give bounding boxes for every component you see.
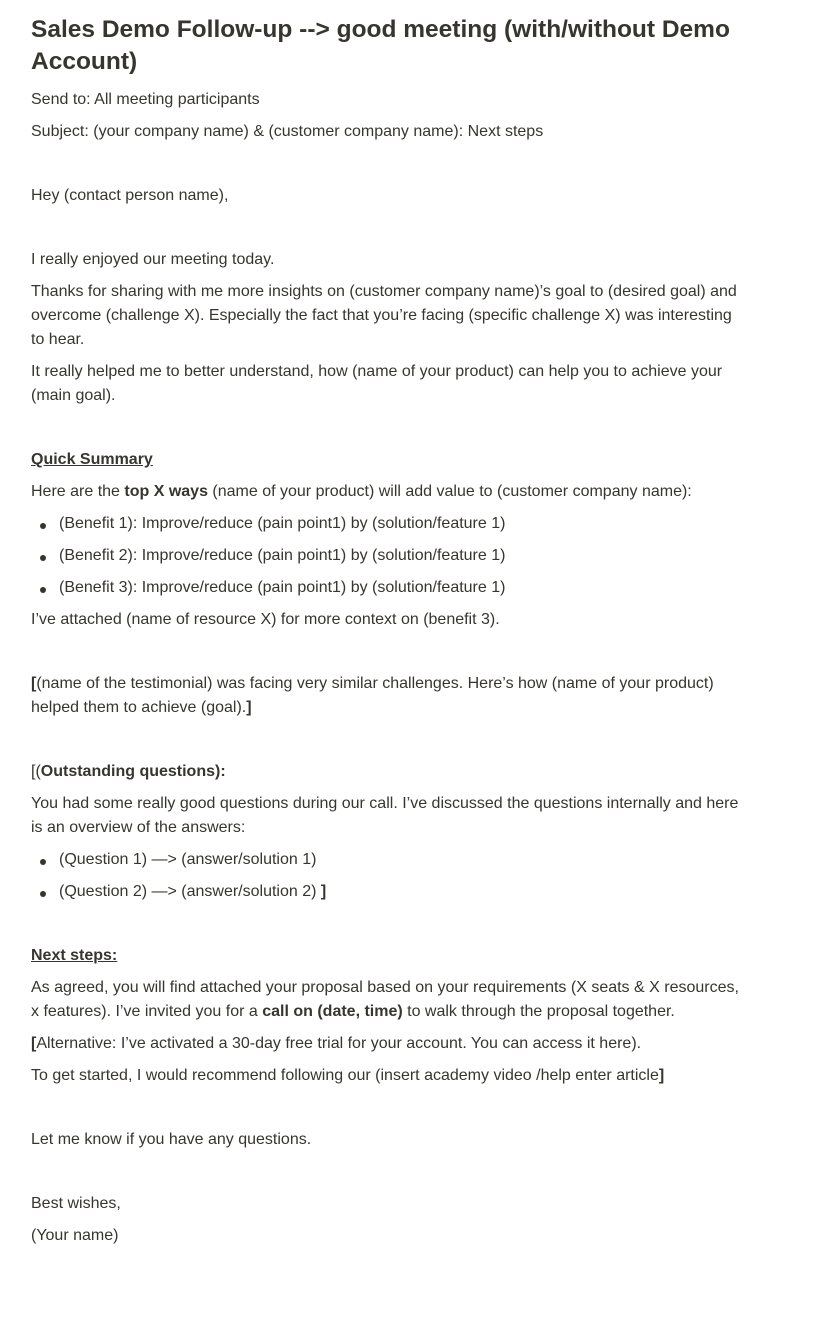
attachment-note: I’ve attached (name of resource X) for more context on (benefit 3).	[31, 611, 500, 628]
bullet-icon	[40, 859, 46, 865]
empty-line	[31, 412, 741, 444]
list-item	[31, 508, 741, 540]
next-steps-p1-after: to walk through the proposal together.	[402, 1003, 675, 1020]
bullet-icon	[40, 891, 46, 897]
testimonial-close-bracket: ]	[246, 699, 252, 716]
list-item	[31, 540, 741, 572]
benefit-text: (Benefit 1): Improve/reduce (pain point1) by (solution/feature 1)	[59, 515, 506, 532]
empty-line	[31, 636, 741, 668]
questions-list	[31, 844, 741, 908]
summary-lead-after: (name of your product) will add value to (customer company name):	[207, 483, 692, 500]
question-text: (Question 1) —> (answer/solution 1)	[59, 851, 317, 868]
closing-questions: Let me know if you have any questions.	[31, 1131, 312, 1148]
bullet-icon	[40, 587, 46, 593]
next-steps-close-bracket: ]	[658, 1067, 665, 1084]
next-steps-heading-block	[31, 940, 741, 972]
alternative-open-bracket: [	[31, 1035, 37, 1052]
intro-paragraph-3: It really helped me to better understand, how (name of your product) can help you to achieve your (main goal).	[31, 363, 723, 404]
next-steps-paragraph-1	[31, 972, 741, 1028]
bullet-icon	[40, 523, 46, 529]
empty-line	[31, 724, 741, 756]
summary-heading-block	[31, 444, 741, 476]
questions-intro: You had some really good questions during our call. I’ve discussed the questions internally and here is an overview of the answers:	[31, 795, 739, 836]
empty-line	[31, 1156, 741, 1188]
testimonial-open-bracket: [	[31, 675, 37, 692]
send-to-line: Send to: All meeting participants	[31, 91, 260, 108]
summary-lead-before: Here are the	[31, 483, 125, 500]
intro-paragraph-2: Thanks for sharing with me more insights on (customer company name)’s goal to (desired goal) and overcome (challenge X). Especially the fact that you’re facing (specific challenge X) was interesting to hear.	[31, 283, 737, 348]
benefit-text: (Benefit 2): Improve/reduce (pain point1) by (solution/feature 1)	[59, 547, 506, 564]
next-steps-heading: Next steps:	[31, 947, 118, 964]
questions-close-bracket: ]	[320, 883, 327, 900]
intro-paragraph-1: I really enjoyed our meeting today.	[31, 251, 275, 268]
list-item	[31, 844, 741, 876]
page-title: Sales Demo Follow-up --> good meeting (with/without Demo Account)	[31, 16, 730, 75]
greeting: Hey (contact person name),	[31, 187, 229, 204]
benefits-list	[31, 508, 741, 604]
benefit-text: (Benefit 3): Improve/reduce (pain point1) by (solution/feature 1)	[59, 579, 506, 596]
summary-heading: Quick Summary	[31, 451, 153, 468]
empty-line	[31, 1092, 741, 1124]
question-text: (Question 2) —> (answer/solution 2)	[59, 883, 321, 900]
alternative-text: Alternative: I’ve activated a 30-day free trial for your account. You can access it here).	[36, 1035, 642, 1052]
next-steps-p3-text: To get started, I would recommend following our (insert academy video /help enter article	[31, 1067, 659, 1084]
questions-heading: Outstanding questions):	[40, 763, 226, 780]
sender-name: (Your name)	[31, 1227, 119, 1244]
summary-lead	[31, 476, 741, 508]
questions-prefix: [(	[31, 763, 41, 780]
next-steps-alternative	[31, 1028, 741, 1060]
bullet-icon	[40, 555, 46, 561]
next-steps-p1-bold: call on (date, time)	[262, 1003, 403, 1020]
empty-line	[31, 148, 741, 180]
summary-lead-bold: top X ways	[124, 483, 208, 500]
subject-line: Subject: (your company name) & (customer company name): Next steps	[31, 123, 544, 140]
empty-line	[31, 908, 741, 940]
list-item	[31, 572, 741, 604]
testimonial-text: (name of the testimonial) was facing very similar challenges. Here’s how (name of your product) helped them to achieve (goal).	[31, 675, 714, 716]
signoff: Best wishes,	[31, 1195, 121, 1212]
next-steps-paragraph-3	[31, 1060, 741, 1092]
questions-heading-block	[31, 756, 741, 788]
next-steps-p1-before: As agreed, you will find attached your proposal based on your requirements (X seats & X resources, x features). I’ve invited you for a	[31, 979, 739, 1020]
list-item	[31, 876, 741, 908]
empty-line	[31, 212, 741, 244]
testimonial-paragraph	[31, 668, 741, 724]
